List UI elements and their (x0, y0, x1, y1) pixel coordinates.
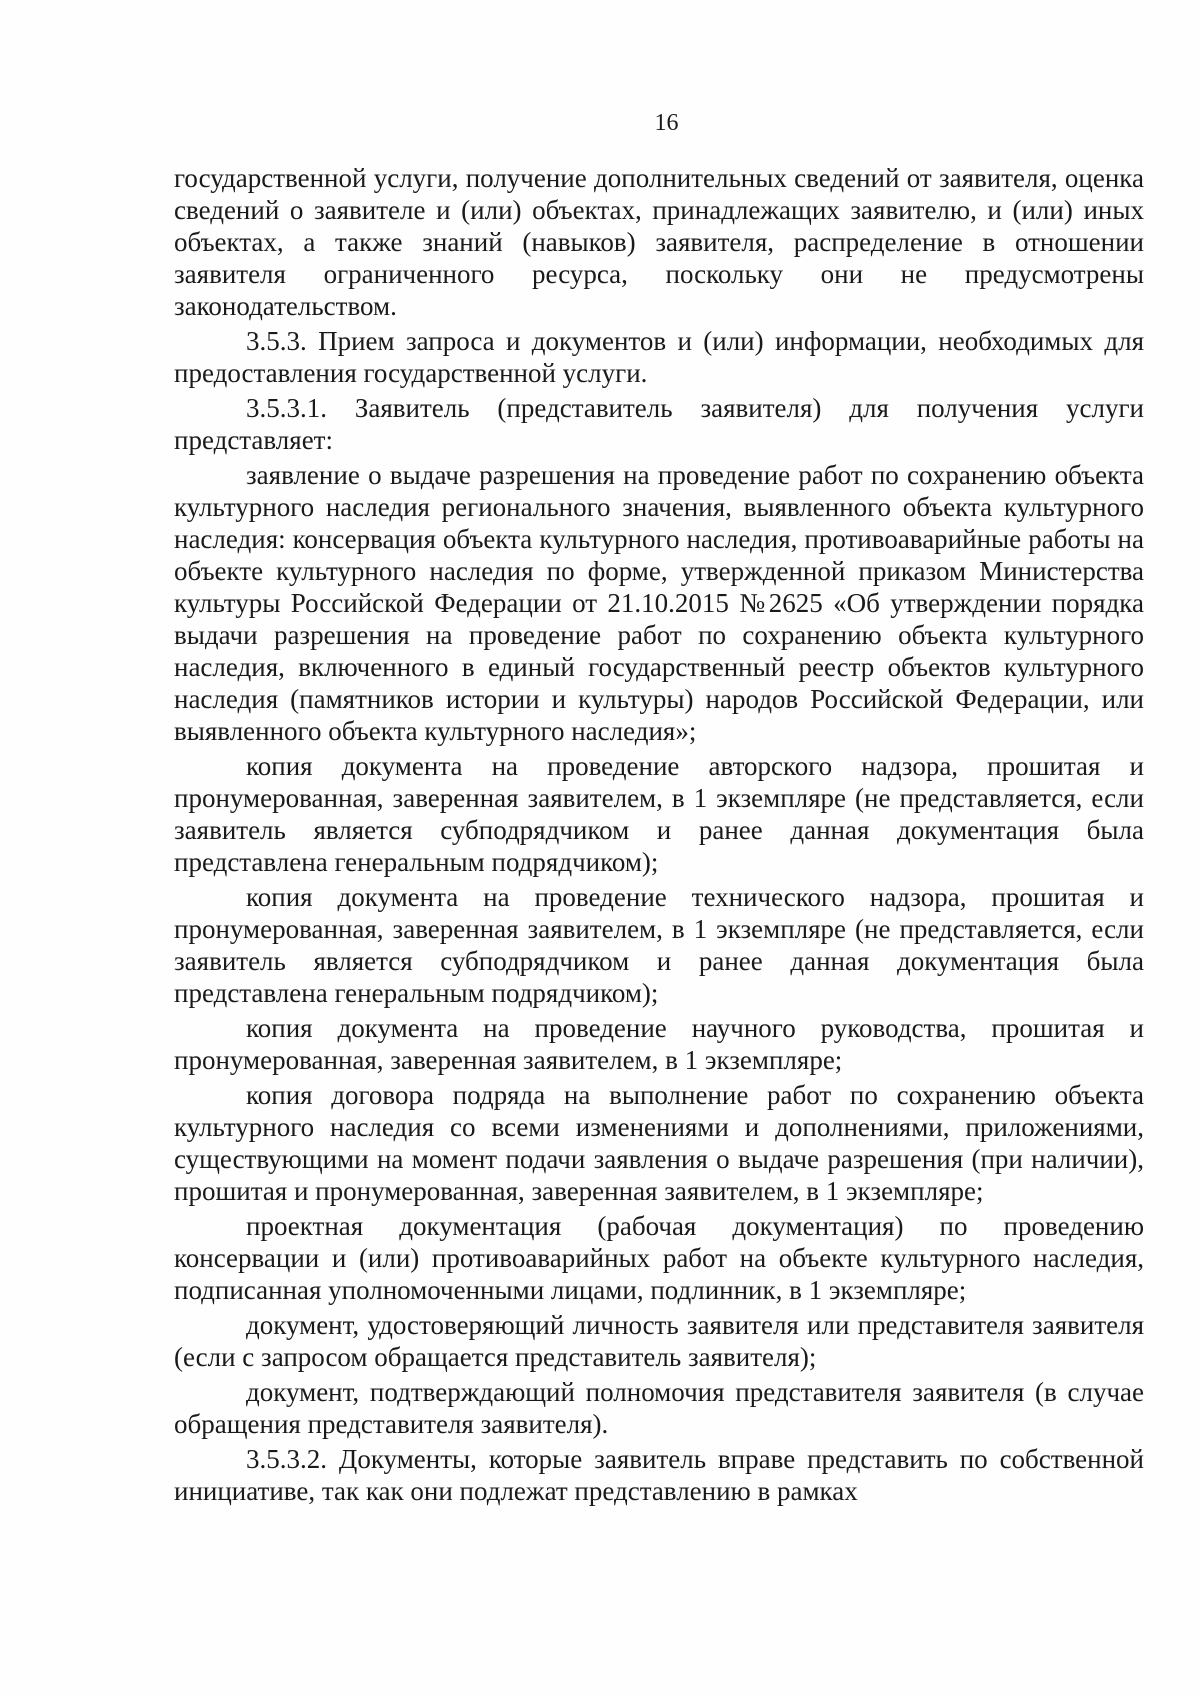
paragraph: копия договора подряда на выполнение работ по сохранению объекта культурного наследия со всеми изменениями и дополнениями, приложениями, существующими на момент подачи заявления о выдаче разрешения (при наличии), прошитая и пронумерованная, заверенная заявителем, в 1 экземпляре; (174, 1080, 1144, 1206)
document-body (174, 162, 1144, 1507)
paragraph: 3.5.3.1. Заявитель (представитель заявителя) для получения услуги представляет: (174, 393, 1144, 455)
paragraph: государственной услуги, получение дополнительных сведений от заявителя, оценка сведений о заявителе и (или) объектах, принадлежащих заявителю, и (или) иных объектах, а также знаний (навыков) заявителя, распределение в отношении заявителя ограниченного ресурса, поскольку они не предусмотрены законодательством. (174, 163, 1144, 321)
paragraph: документ, подтверждающий полномочия представителя заявителя (в случае обращения представителя заявителя). (174, 1377, 1144, 1439)
page-number: 16 (654, 110, 679, 136)
paragraph: документ, удостоверяющий личность заявителя или представителя заявителя (если с запросом обращается представитель заявителя); (174, 1310, 1144, 1372)
paragraph: заявление о выдаче разрешения на проведение работ по сохранению объекта культурного наследия регионального значения, выявленного объекта культурного наследия: консервация объекта культурного наследия, противоаварийные работы на объекте культурного наследия по форме, утвержденной приказом Министерства культуры Российской Федерации от 21.10.2015 №2625 «Об утверждении порядка выдачи разрешения на проведение работ по сохранению объекта культурного наследия, включенного в единый государственный реестр объектов культурного наследия (памятников истории и культуры) народов Российской Федерации, или выявленного объекта культурного наследия»; (174, 460, 1144, 746)
paragraph: проектная документация (рабочая документация) по проведению консервации и (или) противоаварийных работ на объекте культурного наследия, подписанная уполномоченными лицами, подлинник, в 1 экземпляре; (174, 1211, 1144, 1305)
paragraph: копия документа на проведение технического надзора, прошитая и пронумерованная, заверенная заявителем, в 1 экземпляре (не представляется, если заявитель является субподрядчиком и ранее данная документация была представлена генеральным подрядчиком); (174, 882, 1144, 1008)
paragraph: 3.5.3.2. Документы, которые заявитель вправе представить по собственной инициативе, так как они подлежат представлению в рамках (174, 1444, 1144, 1506)
paragraph: копия документа на проведение авторского надзора, прошитая и пронумерованная, заверенная заявителем, в 1 экземпляре (не представляется, если заявитель является субподрядчиком и ранее данная документация была представлена генеральным подрядчиком); (174, 751, 1144, 877)
paragraph: 3.5.3. Прием запроса и документов и (или) информации, необходимых для предоставления государственной услуги. (174, 326, 1144, 388)
paragraph: копия документа на проведение научного руководства, прошитая и пронумерованная, заверенная заявителем, в 1 экземпляре; (174, 1013, 1144, 1075)
